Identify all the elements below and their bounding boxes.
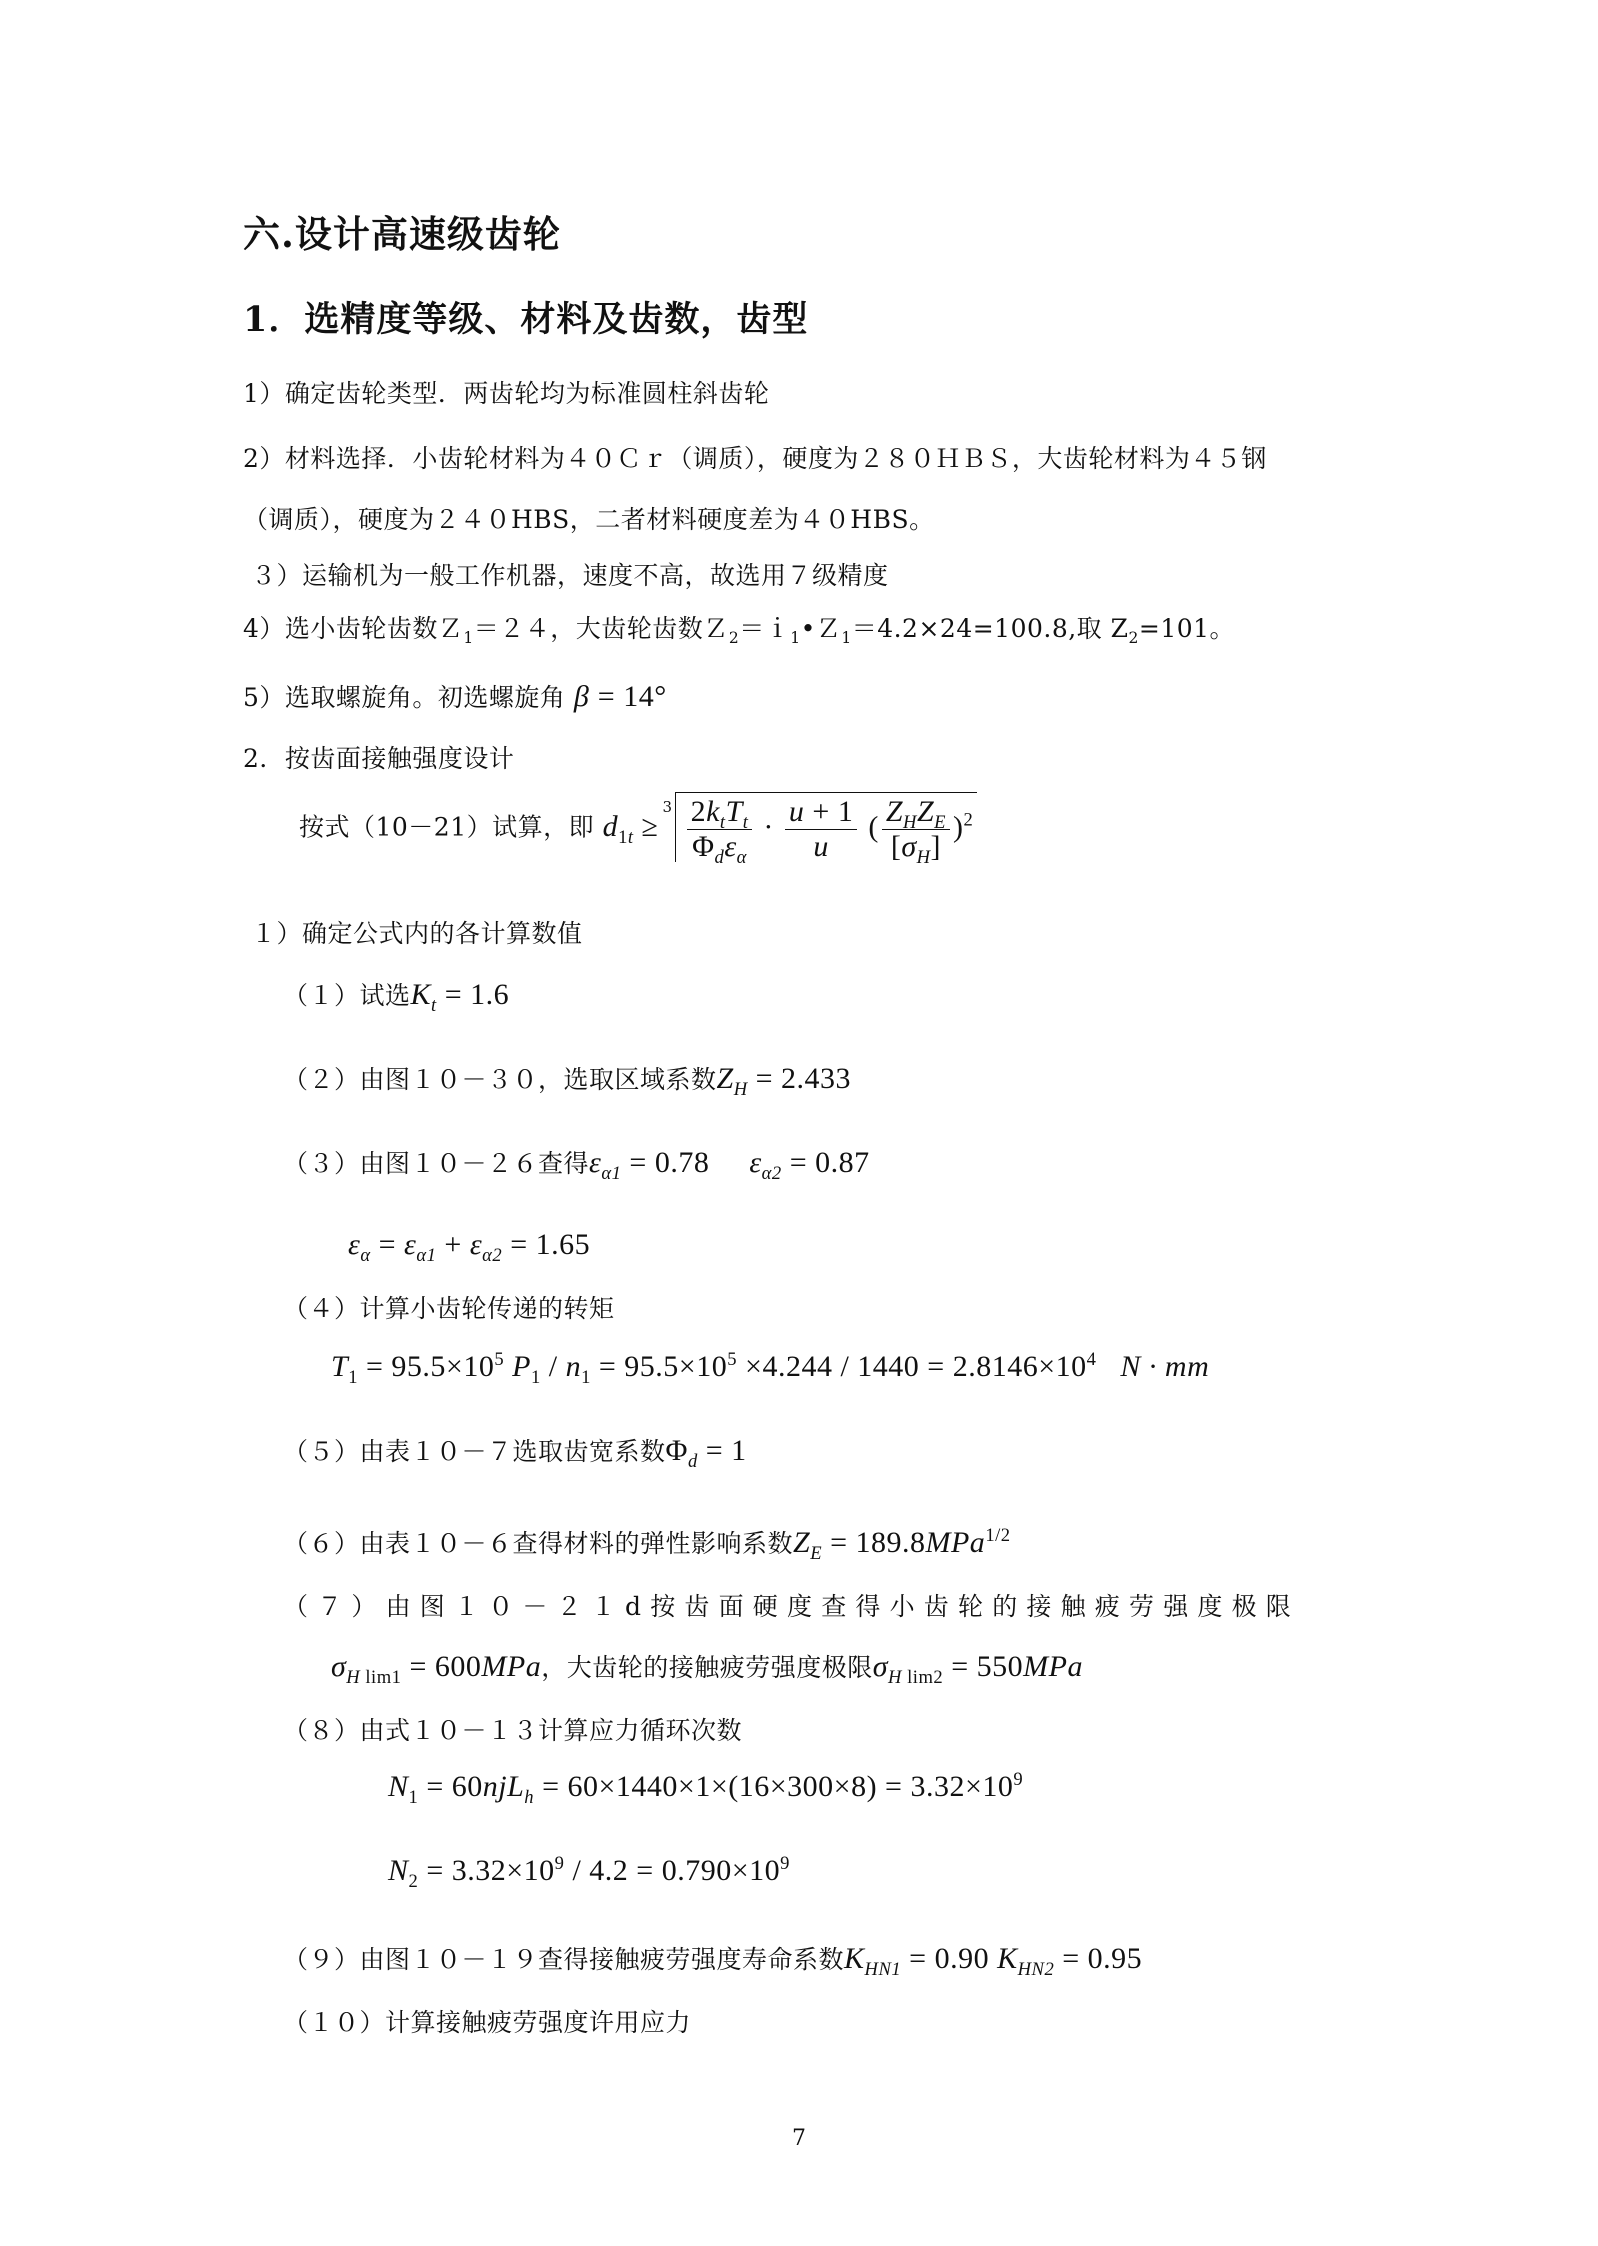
step-10: （１０）计算接触疲劳强度许用应力 — [283, 2008, 692, 2037]
step-3-sum-value: = 1.65 — [510, 1228, 591, 1261]
step-3-text: （３）由图１０－２６查得 — [283, 1149, 590, 1178]
step-1-value: = 1.6 — [444, 978, 510, 1011]
step-7-line-2: $\sigma_{H lim1} = 600MPa$，大齿轮的接触疲劳强度极限$\sigma_{H lim2} = 550MPa$ — [331, 1650, 1083, 1688]
step-6-value: = 189.8 — [830, 1526, 926, 1559]
step-9-value-2: = 0.95 — [1062, 1942, 1143, 1975]
section-heading-text: 六.设计高速级齿轮 — [243, 212, 561, 256]
step-1-text: （１）试选 — [283, 981, 411, 1010]
item-2-line-2: （调质），硬度为２４０HBS，二者材料硬度差为４０HBS。 — [243, 505, 935, 534]
step-6: （６）由表１０－６查得材料的弹性影响系数$Z_E = 189.8MPa^{1/2}$ — [283, 1525, 1011, 1564]
step-6-exponent: 1/2 — [985, 1525, 1011, 1546]
item-4-eq: ＝ｉ — [739, 614, 791, 643]
item-4-rest: ＝２４，大齿轮齿数Ｚ — [473, 614, 729, 643]
item-5 — [243, 682, 667, 712]
step-6-unit: MPa — [925, 1526, 986, 1559]
n2-eq-1: = 3.32×10 — [426, 1854, 555, 1887]
step-7-mid-text: ，大齿轮的接触疲劳强度极限 — [541, 1653, 873, 1682]
subsection-heading: 1．选精度等级、材料及齿数，齿型 — [243, 299, 809, 340]
n1-eq-1: = 60 — [426, 1770, 483, 1803]
item-4-text: 4）选小齿轮齿数Ｚ — [243, 614, 464, 643]
step-1: （１）试选$K_t = 1.6$ — [283, 978, 510, 1016]
step-2-value: = 2.433 — [755, 1062, 852, 1095]
step-3-sum: $\varepsilon_\alpha = \varepsilon_{\alpha 1} + \varepsilon_{\alpha 2} = 1.65$ — [348, 1228, 591, 1266]
item-4-z2: =101。 — [1138, 614, 1236, 643]
step-3: （３）由图１０－２６查得$\varepsilon_{\alpha 1} = 0.78$ $\varepsilon_{\alpha 2} = 0.87$ — [283, 1146, 870, 1184]
step-7-unit-2: MPa — [1023, 1650, 1083, 1683]
step-9-value-1: = 0.90 — [909, 1942, 990, 1975]
beta-symbol: β — [573, 680, 590, 713]
torque-eq-2: = 95.5×10 — [598, 1350, 728, 1383]
section-2-heading: 2．按齿面接触强度设计 — [243, 744, 515, 773]
n2-eq-2: / 4.2 = 0.790×10 — [572, 1854, 781, 1887]
n1-eq-2: = 60×1440×1×(16×300×8) = 3.32×10 — [542, 1770, 1014, 1803]
item-5-value: = 14° — [597, 680, 667, 713]
item-3: ３）运输机为一般工作机器，速度不高，故选用７级精度 — [251, 561, 889, 590]
step-5-text: （５）由表１０－７选取齿宽系数 — [283, 1437, 666, 1466]
step-7-unit-1: MPa — [481, 1650, 542, 1683]
step-8-n1: $N_1 = 60njL_h = 60\times 1440\times 1\times(16\times 300\times 8) = 3.32\times 10^9$ — [388, 1769, 1024, 1808]
para-1: １）确定公式内的各计算数值 — [251, 919, 583, 948]
step-3-value-2: = 0.87 — [789, 1146, 870, 1179]
step-3-value-1: = 0.78 — [629, 1146, 710, 1179]
torque-eq-3: ×4.244 / 1440 = 2.8146×10 — [745, 1350, 1087, 1383]
item-4-dot: •Ｚ — [800, 614, 842, 643]
step-8-n2: $N_2 = 3.32\times 10^9 / 4.2 = 0.790\times 10^9$ — [388, 1853, 790, 1892]
design-formula: 按式（10－21）试算，即 $d_{1t} \ge^3$ $\frac{2k_tT_t}{\Phi_d\varepsilon_\alpha}$ · $\frac{u + 1}{u}$ ( $\frac{Z_HZ_E}{[\sigma_H]}$ )$^2$ — [299, 792, 977, 862]
torque-unit: N · mm — [1120, 1350, 1210, 1383]
page-number: 7 — [792, 2126, 807, 2151]
step-8: （８）由式１０－１３计算应力循环次数 — [283, 1716, 743, 1745]
section-heading — [243, 212, 561, 256]
step-5-value: = 1 — [705, 1434, 747, 1467]
step-4: （４）计算小齿轮传递的转矩 — [283, 1294, 615, 1323]
item-4: 4）选小齿轮齿数Ｚ$_1$＝２４，大齿轮齿数Ｚ$_2$＝ｉ$_1$•Ｚ$_1$＝4.2×24=100.8,取 $Z_2=101$。 — [243, 614, 1236, 647]
step-9: （９）由图１０－１９查得接触疲劳强度寿命系数$K_{HN1} = 0.90$ $K_{HN2} = 0.95$ — [283, 1942, 1143, 1980]
step-4-equation: $T_1 = 95.5\times 10^5$ $P_1 / n_1 = 95.5\times 10^5 \times 4.244 / 1440 = 2.8146\times 10^4$ N · mm — [331, 1349, 1210, 1388]
step-6-text: （６）由表１０－６查得材料的弹性影响系数 — [283, 1529, 794, 1558]
step-7-line-1: （７）由图１０－２１d按齿面硬度查得小齿轮的接触疲劳强度极限 — [283, 1592, 1301, 1621]
step-7-value-2: = 550 — [951, 1650, 1024, 1683]
torque-eq-1: = 95.5×10 — [365, 1350, 495, 1383]
item-2-line-1: 2）材料选择．小齿轮材料为４０Ｃｒ（调质），硬度为２８０ＨＢＳ，大齿轮材料为４５钢 — [243, 444, 1267, 473]
step-5: （５）由表１０－７选取齿宽系数$\Phi_d = 1$ — [283, 1434, 747, 1472]
item-5-text: 5）选取螺旋角。初选螺旋角 — [243, 683, 566, 712]
item-4-calc: ＝4.2×24=100.8,取 — [851, 614, 1103, 643]
step-9-text: （９）由图１０－１９查得接触疲劳强度寿命系数 — [283, 1945, 845, 1974]
step-7-value-1: = 600 — [409, 1650, 482, 1683]
step-2: （２）由图１０－３０，选取区域系数$Z_H = 2.433$ — [283, 1062, 852, 1100]
step-2-text: （２）由图１０－３０，选取区域系数 — [283, 1065, 717, 1094]
item-1: 1）确定齿轮类型．两齿轮均为标准圆柱斜齿轮 — [243, 379, 770, 408]
formula-intro: 按式（10－21）试算，即 — [299, 812, 595, 842]
